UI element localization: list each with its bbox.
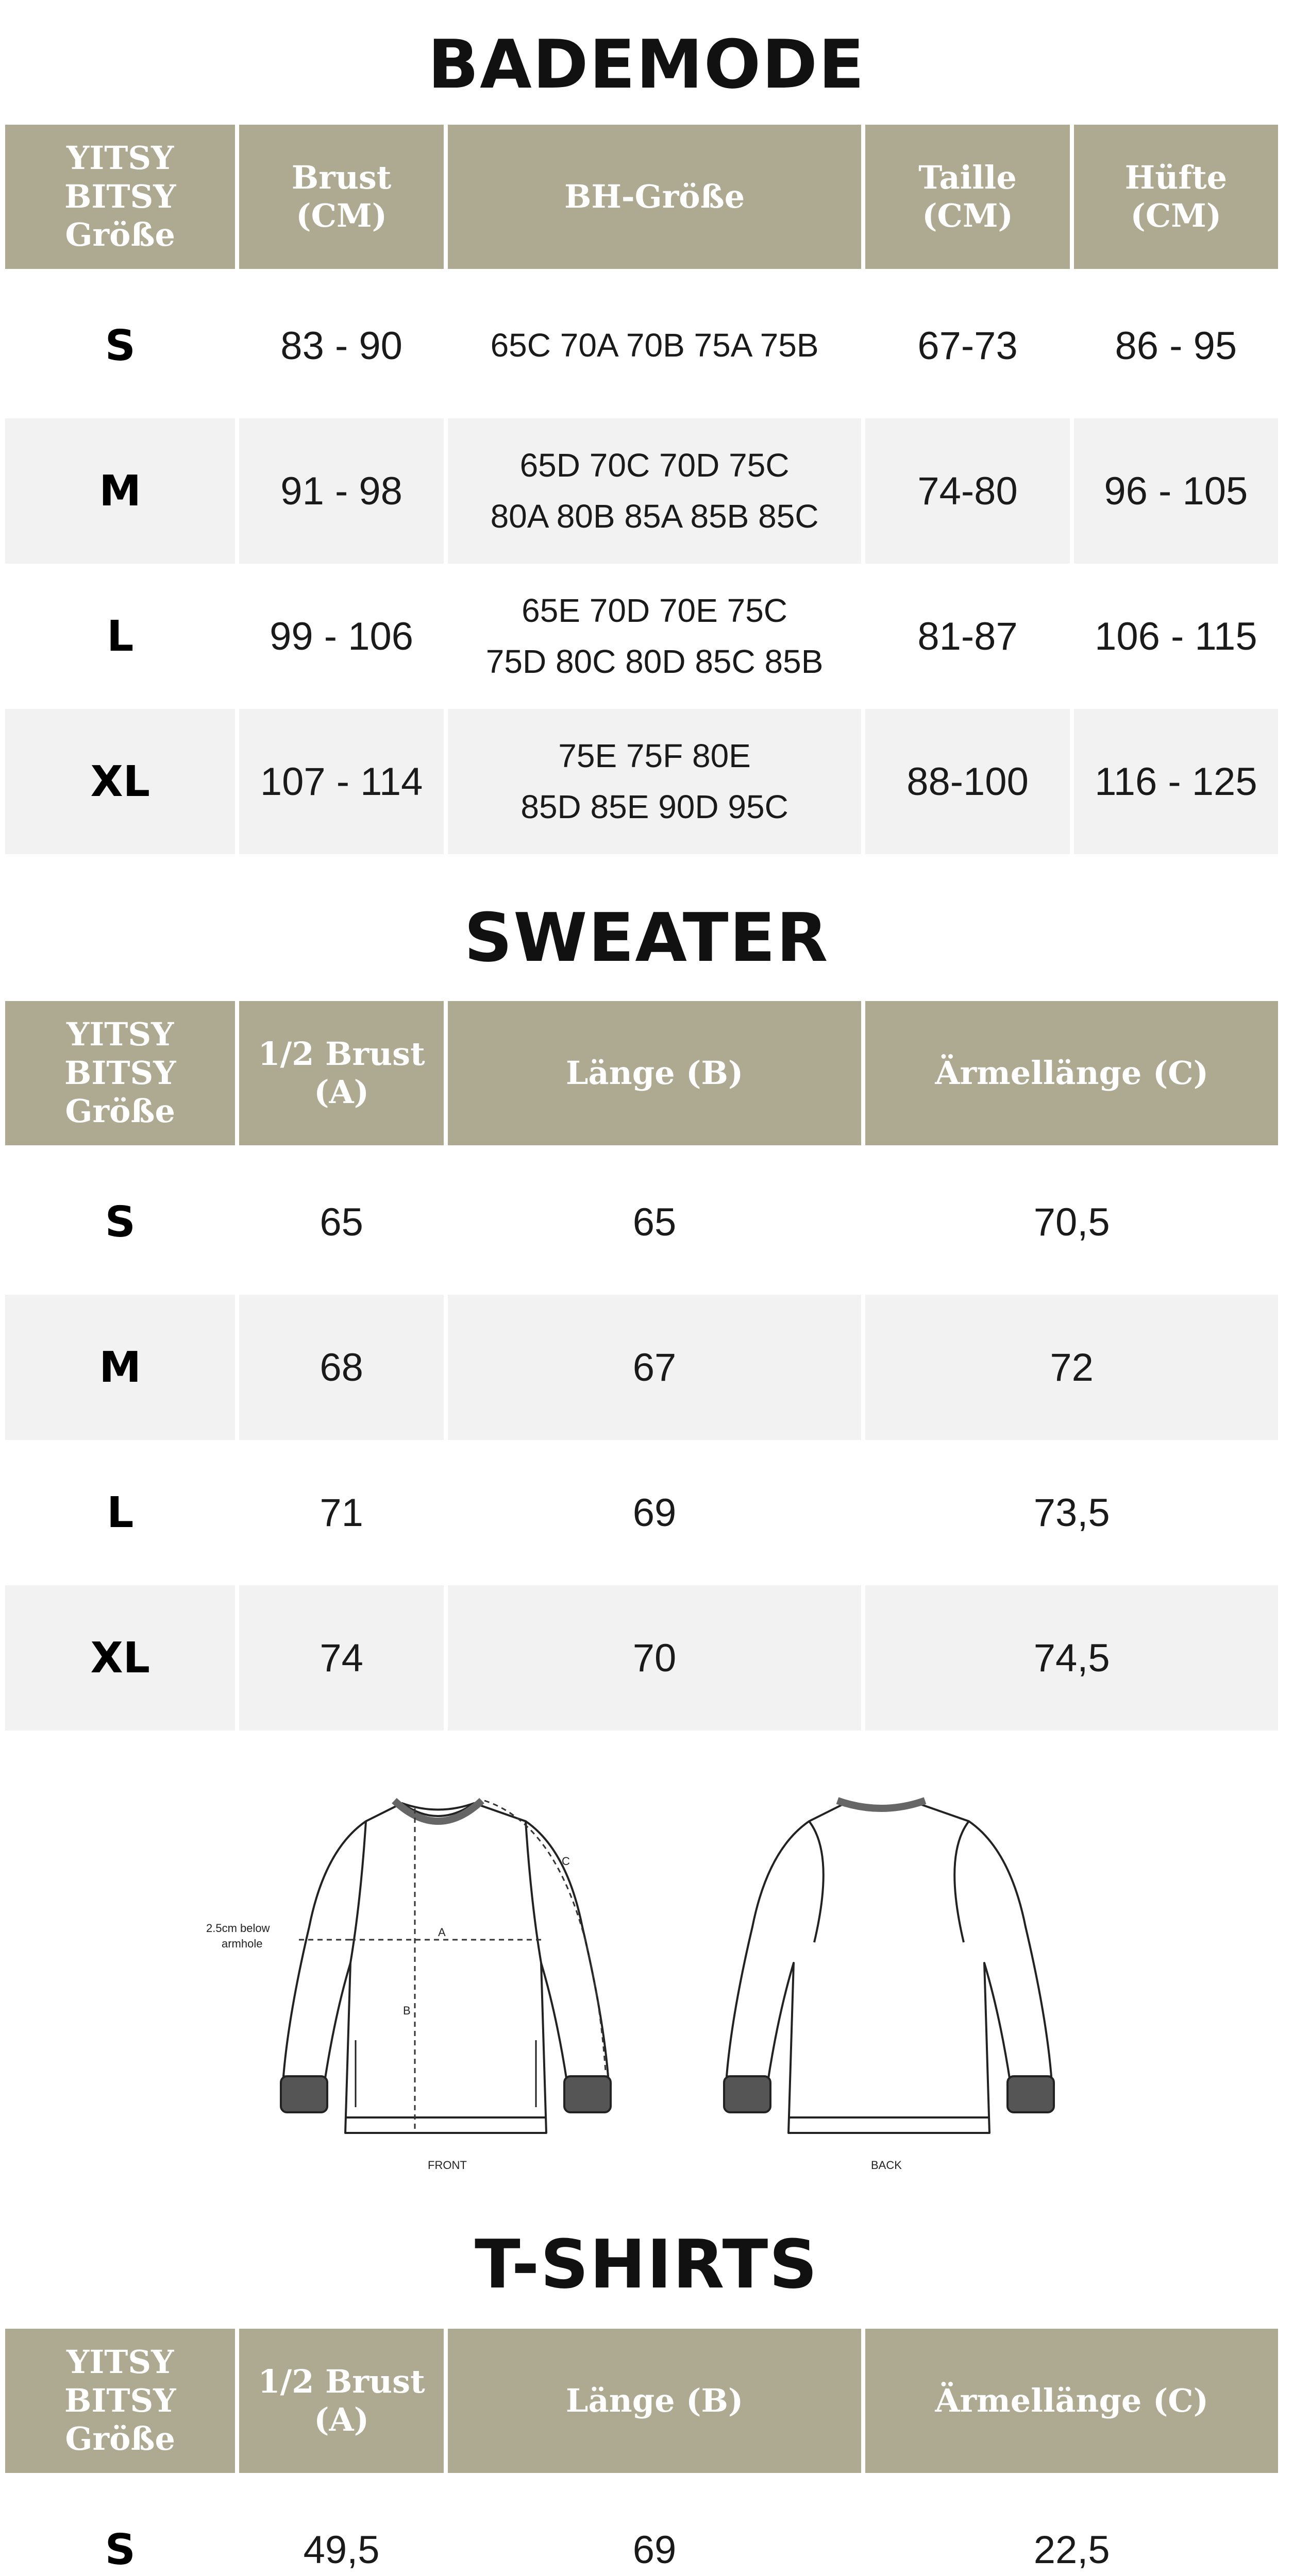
sweater-back-illustration	[724, 1801, 1054, 2133]
table-row	[5, 273, 1278, 418]
size-cell: S	[105, 1197, 136, 1247]
brust-cell: 83 - 90	[280, 324, 402, 368]
bh-cell: 65E 70D 70E 75C 75D 80C 80D 85C 85B	[485, 591, 824, 680]
size-cell: M	[5, 418, 235, 564]
sweater-label-b: B	[403, 2004, 411, 2017]
taille-cell: 88-100	[865, 709, 1069, 854]
aermel-cell: 73,5	[1033, 1490, 1110, 1535]
brust-cell: 65	[320, 1200, 363, 1244]
header-laenge: Länge (B)	[448, 1001, 862, 1145]
laenge-cell: 67	[448, 1295, 862, 1440]
sweater-label-c: C	[562, 1855, 570, 1868]
table-row	[5, 1440, 1278, 1585]
tshirts-size-table	[1, 2329, 1282, 2576]
huefte-cell: 106 - 115	[1095, 614, 1257, 658]
table-header-row	[5, 1001, 1278, 1145]
taille-cell: 74-80	[865, 418, 1069, 564]
table-row	[5, 1149, 1278, 1295]
header-brust: Brust (CM)	[239, 125, 443, 269]
tshirts-title: T-SHIRTS	[475, 2225, 818, 2303]
huefte-cell: 86 - 95	[1115, 324, 1237, 368]
sweater-note-line2: armhole	[222, 1937, 263, 1950]
header-taille: Taille (CM)	[865, 125, 1069, 269]
header-size: YITSY BITSY Größe	[5, 125, 235, 269]
laenge-cell: 70	[448, 1585, 862, 1731]
huefte-cell: 96 - 105	[1074, 418, 1278, 564]
sweater-measurement-diagram	[196, 1772, 1103, 2184]
sweater-front-illustration	[281, 1801, 611, 2133]
taille-cell: 67-73	[917, 324, 1018, 368]
table-row	[5, 418, 1278, 564]
header-brust: 1/2 Brust (A)	[239, 1001, 443, 1145]
laenge-cell: 65	[632, 1200, 677, 1244]
sweater-label-a: A	[438, 1926, 446, 1939]
taille-cell: 81-87	[917, 614, 1018, 658]
brust-cell: 49,5	[303, 2528, 380, 2572]
size-cell: S	[105, 2525, 136, 2574]
laenge-cell: 69	[632, 1490, 677, 1535]
brust-cell: 68	[239, 1295, 443, 1440]
size-cell: S	[105, 321, 136, 370]
brust-cell: 91 - 98	[239, 418, 443, 564]
header-aermel: Ärmellänge (C)	[865, 2329, 1278, 2473]
brust-cell: 71	[320, 1490, 363, 1535]
sweater-note-line1: 2.5cm below	[206, 1922, 270, 1935]
huefte-cell: 116 - 125	[1074, 709, 1278, 854]
size-cell: L	[107, 1488, 134, 1537]
aermel-cell: 70,5	[1033, 1200, 1110, 1244]
bademode-size-table	[1, 125, 1282, 854]
table-header-row	[5, 125, 1278, 269]
header-huefte: Hüfte (CM)	[1074, 125, 1278, 269]
brust-cell: 107 - 114	[239, 709, 443, 854]
table-row	[5, 1295, 1278, 1440]
table-row	[5, 709, 1278, 854]
bh-cell: 75E 75F 80E 85D 85E 90D 95C	[448, 709, 862, 854]
table-row	[5, 1585, 1278, 1731]
header-size: YITSY BITSY Größe	[5, 2329, 235, 2473]
brust-cell: 99 - 106	[270, 614, 414, 658]
sweater-back-label: BACK	[871, 2159, 902, 2172]
aermel-cell: 74,5	[865, 1585, 1278, 1731]
laenge-cell: 69	[632, 2528, 677, 2572]
table-header-row	[5, 2329, 1278, 2473]
size-cell: M	[5, 1295, 235, 1440]
table-row	[5, 2477, 1278, 2576]
bh-cell: 65D 70C 70D 75C 80A 80B 85A 85B 85C	[448, 418, 862, 564]
aermel-cell: 72	[865, 1295, 1278, 1440]
size-cell: L	[107, 612, 134, 661]
header-brust: 1/2 Brust (A)	[239, 2329, 443, 2473]
size-cell: XL	[5, 1585, 235, 1731]
aermel-cell: 22,5	[1033, 2528, 1110, 2572]
header-bh: BH-Größe	[448, 125, 862, 269]
size-cell: XL	[5, 709, 235, 854]
sweater-front-label: FRONT	[428, 2159, 467, 2172]
sweater-size-table	[1, 1001, 1282, 1731]
brust-cell: 74	[239, 1585, 443, 1731]
bh-cell: 65C 70A 70B 75A 75B	[490, 327, 819, 364]
bademode-title: BADEMODE	[427, 25, 865, 104]
header-aermel: Ärmellänge (C)	[865, 1001, 1278, 1145]
sweater-title: SWEATER	[464, 899, 829, 977]
header-size: YITSY BITSY Größe	[5, 1001, 235, 1145]
table-row	[5, 564, 1278, 709]
header-laenge: Länge (B)	[448, 2329, 862, 2473]
